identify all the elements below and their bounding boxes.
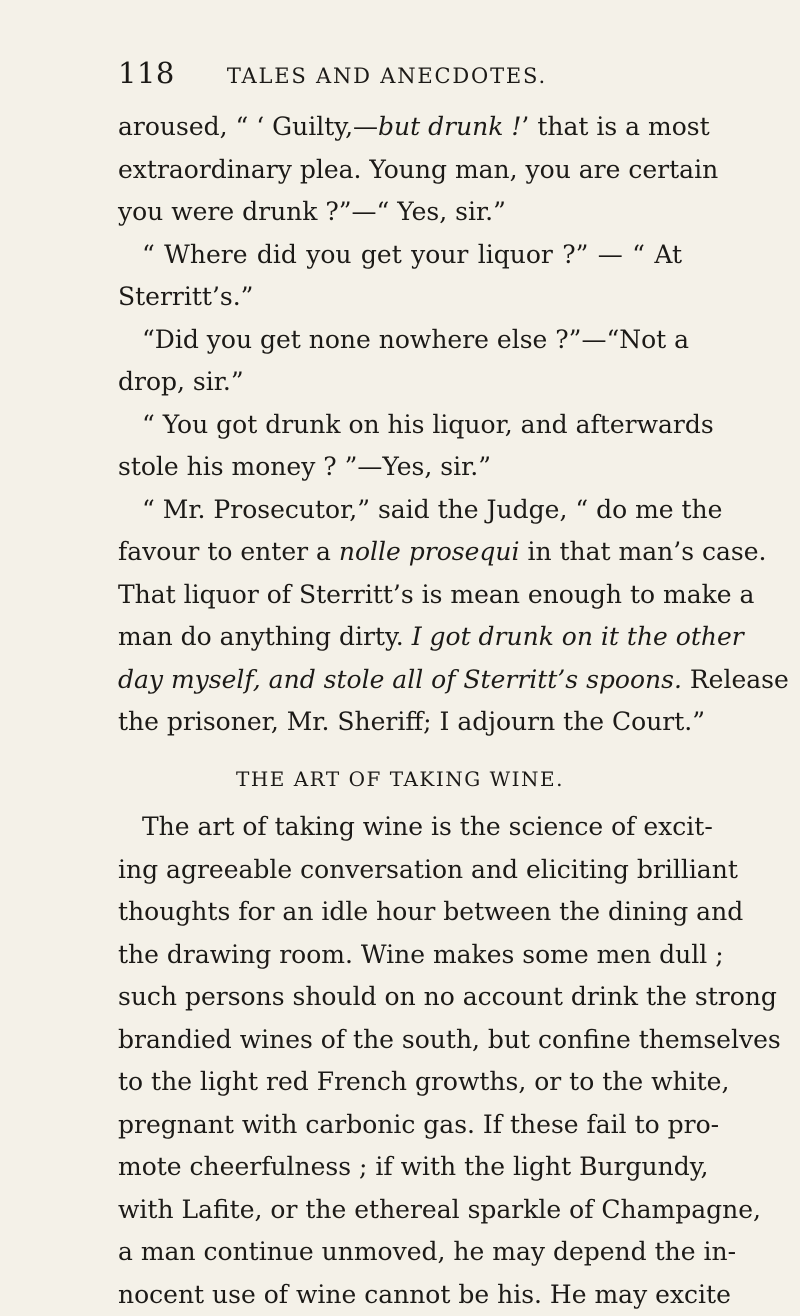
italic-text: but drunk ! <box>378 112 521 141</box>
text-line <box>118 976 682 1019</box>
text-line <box>118 1274 682 1316</box>
section-heading-block <box>118 758 682 801</box>
paragraph <box>118 234 682 319</box>
text-line <box>118 891 682 934</box>
text-line <box>118 531 682 574</box>
text-run: thoughts for an idle hour between the dining and <box>118 897 743 926</box>
text-line <box>118 934 682 977</box>
text-line <box>118 361 682 404</box>
text-line <box>118 1231 682 1274</box>
text-line <box>118 616 682 659</box>
text-line <box>118 276 682 319</box>
paragraph <box>118 319 682 404</box>
italic-text: nolle prosequi <box>339 537 520 566</box>
text-run: “ Mr. Prosecutor,” said the Judge, “ do me the <box>142 495 722 524</box>
paragraph <box>118 106 682 234</box>
text-line <box>118 574 682 617</box>
text-line <box>118 701 682 744</box>
text-line <box>118 149 682 192</box>
text-run: stole his money ? ”—Yes, sir.” <box>118 452 491 481</box>
text-run: the prisoner, Mr. Sheriff; I adjourn the Court.” <box>118 707 705 736</box>
text-run: nocent use of wine cannot be his. He may excite <box>118 1280 731 1309</box>
text-line <box>118 489 682 532</box>
italic-text: I got drunk on it the other <box>412 622 744 651</box>
text-run: extraordinary plea. Young man, you are certain <box>118 155 718 184</box>
text-run: with Lafite, or the ethereal sparkle of Champagne, <box>118 1195 761 1224</box>
text-run: man do anything dirty. <box>118 622 412 651</box>
text-run: the drawing room. Wine makes some men dull ; <box>118 940 724 969</box>
text-run: mote cheerfulness ; if with the light Burgundy, <box>118 1152 708 1181</box>
text-run: to the light red French growths, or to the white, <box>118 1067 729 1096</box>
paragraph <box>118 489 682 744</box>
text-run: ’ that is a most <box>521 112 709 141</box>
text-line <box>118 849 682 892</box>
text-run: “ Where did you get your liquor ?” — “ At <box>142 240 682 269</box>
text-run: favour to enter a <box>118 537 339 566</box>
running-head <box>118 56 718 96</box>
text-line <box>118 234 682 277</box>
text-line <box>118 659 682 702</box>
text-line <box>118 1189 682 1232</box>
text-run: such persons should on no account drink the strong <box>118 982 777 1011</box>
text-run: THE ART OF TAKING WINE. <box>236 767 564 791</box>
text-line <box>118 1146 682 1189</box>
text-line <box>118 319 682 362</box>
text-run: Sterritt’s.” <box>118 282 253 311</box>
text-line <box>118 1019 682 1062</box>
page-number: 118 <box>118 56 175 90</box>
text-line <box>118 1104 682 1147</box>
text-line <box>118 446 682 489</box>
text-line <box>118 404 682 447</box>
text-run: That liquor of Sterritt’s is mean enough to make a <box>118 580 754 609</box>
paragraph <box>118 806 682 1316</box>
running-title: TALES AND ANECDOTES. <box>227 64 547 88</box>
text-run: pregnant with carbonic gas. If these fail to pro- <box>118 1110 719 1139</box>
text-line <box>118 806 682 849</box>
text-run: brandied wines of the south, but confine themselves <box>118 1025 781 1054</box>
text-line <box>118 1061 682 1104</box>
text-run: “ You got drunk on his liquor, and afterwards <box>142 410 714 439</box>
text-run: you were drunk ?”—“ Yes, sir.” <box>118 197 506 226</box>
text-run: “Did you get none nowhere else ?”—“Not a <box>142 325 689 354</box>
text-run: drop, sir.” <box>118 367 244 396</box>
italic-text: day myself, and stole all of Sterritt’s spoons. <box>118 665 682 694</box>
text-line <box>118 106 682 149</box>
text-run: aroused, “ ‘ Guilty,— <box>118 112 378 141</box>
body-text <box>118 106 682 1316</box>
section-title <box>118 758 682 801</box>
text-run: ing agreeable conversation and eliciting brilliant <box>118 855 738 884</box>
text-run: in that man’s case. <box>520 537 767 566</box>
text-run: a man continue unmoved, he may depend the in- <box>118 1237 736 1266</box>
text-run: Release <box>682 665 789 694</box>
text-line <box>118 191 682 234</box>
text-run: The art of taking wine is the science of excit- <box>142 812 713 841</box>
paragraph <box>118 404 682 489</box>
